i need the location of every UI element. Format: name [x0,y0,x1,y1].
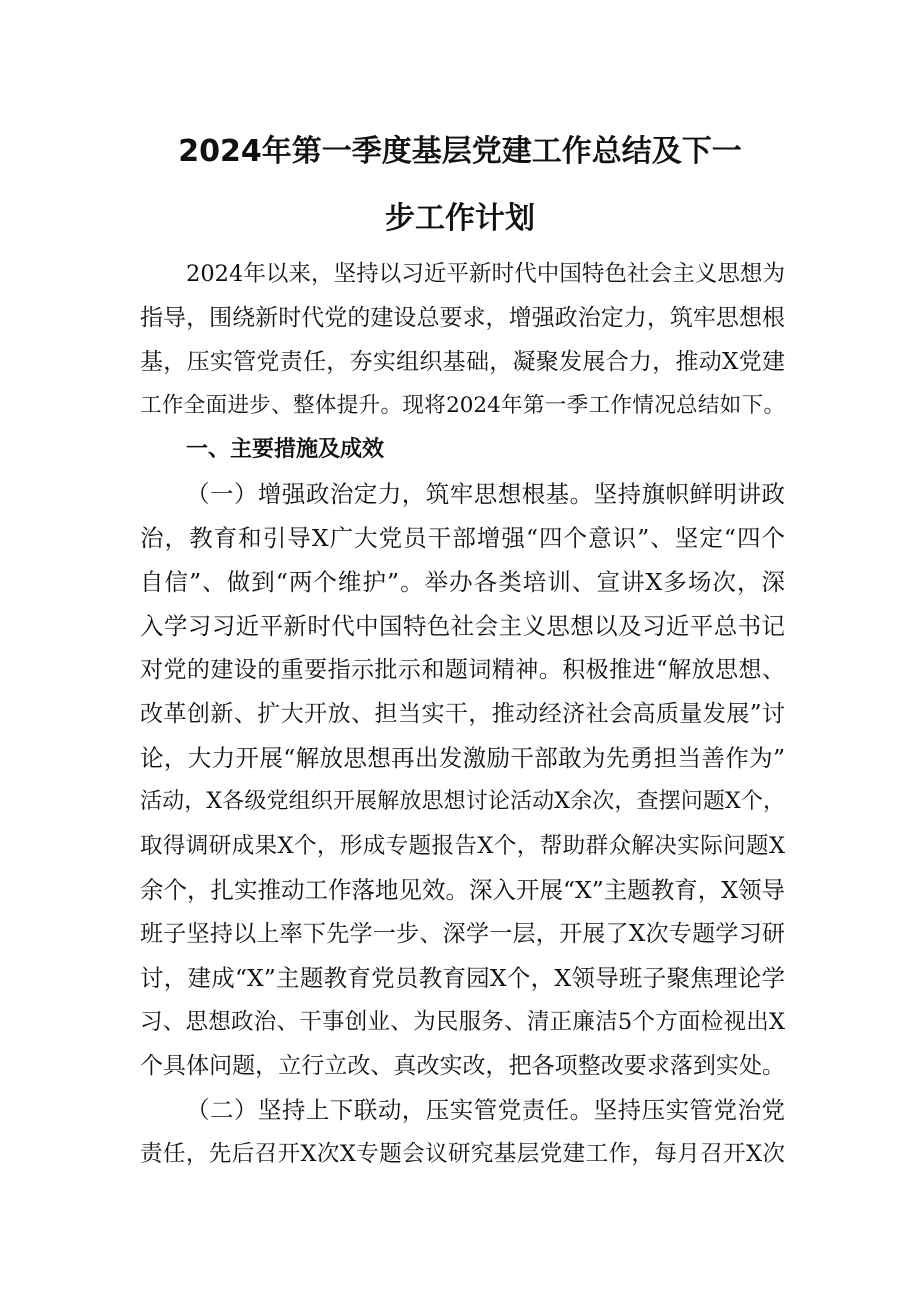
intro-line: 指导，围绕新时代党的建设总要求，增强政治定力，筑牢思想根 [140,305,785,331]
sub1-line: 改革创新、扩大开放、担当实干，推动经济社会高质量发展”讨 [140,701,785,727]
sub1-line: 余个，扎实推动工作落地见效。深入开展“X”主题教育，X领导 [140,876,785,904]
section-heading: 一、主要措施及成效 [186,437,385,462]
sub2-line: （二）坚持上下联动，压实管党责任。坚持压实管党治党 [186,1096,785,1124]
sub1-line: 论，大力开展“解放思想再出发激励干部敢为先勇担当善作为” [140,744,785,772]
sub1-line: 自信”、做到“两个维护”。举办各类培训、宣讲X多场次，深 [140,568,785,596]
sub1-line: 治，教育和引导X广大党员干部增强“四个意识”、坚定“四个 [140,524,785,552]
sub1-line: 入学习习近平新时代中国特色社会主义思想以及习近平总书记 [140,612,785,640]
intro-line: 基，压实管党责任，夯实组织基础，凝聚发展合力，推动X党建 [140,349,785,375]
intro-line: 2024年以来，坚持以习近平新时代中国特色社会主义思想为 [186,261,785,287]
sub2-line: 责任，先后召开X次X专题会议研究基层党建工作，每月召开X次 [140,1141,785,1167]
sub1-line: 对党的建设的重要指示批示和题词精神。积极推进“解放思想、 [140,657,785,683]
intro-line: 工作全面进步、整体提升。现将2024年第一季工作情况总结如下。 [140,393,785,418]
sub1-line: 个具体问题，立行立改、真改实改，把各项整改要求落到实处。 [140,1053,785,1079]
sub1-line: 班子坚持以上率下先学一步、深学一层，开展了X次专题学习研 [140,921,785,947]
sub1-line: 取得调研成果X个，形成专题报告X个，帮助群众解决实际问题X [140,833,785,859]
sub1-line: 活动，X各级党组织开展解放思想讨论活动X余次，查摆问题X个， [140,789,785,814]
sub1-line: （一）增强政治定力，筑牢思想根基。坚持旗帜鲜明讲政 [186,480,785,508]
document-title-line-1: 2024年第一季度基层党建工作总结及下一 [178,134,742,169]
document-title-line-2: 步工作计划 [385,201,535,236]
sub1-line: 习、思想政治、干事创业、为民服务、清正廉洁5个方面检视出X [140,1009,785,1035]
sub1-line: 讨，建成“X”主题教育党员教育园X个，X领导班子聚焦理论学 [140,964,785,992]
